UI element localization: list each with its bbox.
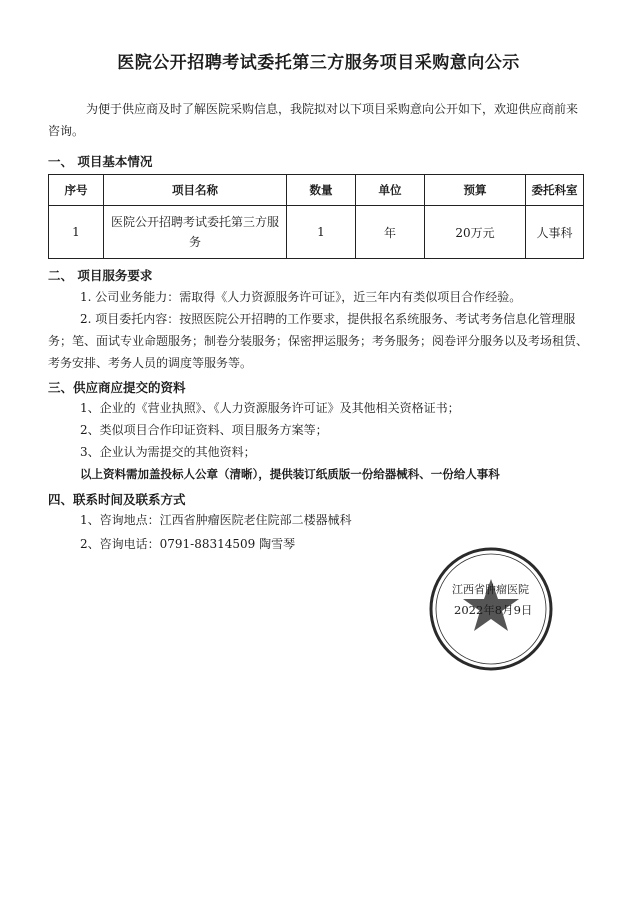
section3-note: 以上资料需加盖投标人公章（清晰），提供装订纸质版一份给器械科、一份给人事科 — [80, 467, 500, 481]
intro-paragraph: 为便于供应商及时了解医院采购信息，我院拟对以下项目采购意向公开如下，欢迎供应商前来咨询。 — [48, 102, 579, 138]
col-no: 序号 — [49, 175, 104, 206]
cell-budget: 20万元 — [425, 206, 526, 259]
col-unit: 单位 — [356, 175, 425, 206]
project-table — [48, 174, 584, 259]
col-name: 项目名称 — [104, 175, 287, 206]
section2-item-1: 1. 公司业务能力：需取得《人力资源服务许可证》，近三年内有类似项目合作经验。 — [80, 290, 522, 304]
section3-item-1: 1、企业的《营业执照》、《人力资源服务许可证》及其他相关资格证书； — [80, 401, 460, 415]
section2-heading: 二、 项目服务要求 — [48, 268, 153, 283]
section3-heading: 三、供应商应提交的资料 — [48, 380, 186, 395]
section4-heading: 四、联系时间及联系方式 — [48, 492, 186, 507]
signature-date: 2022年8月9日 — [454, 603, 533, 617]
section2-item-2: 2. 项目委托内容：按照医院公开招聘的工作要求，提供报名系统服务、考试考务信息化管理服务；笔、面试专业命题服务；制卷分装服务；保密押运服务；考务服务；阅卷评分服务以及考场租赁、考务安排、考务人员的调度等服务等。 — [48, 312, 589, 370]
contact-phone: 2、咨询电话：0791-88314509 陶雪琴 — [80, 537, 296, 551]
cell-no: 1 — [49, 206, 104, 259]
section1-heading: 一、 项目基本情况 — [48, 154, 153, 169]
col-budget: 预算 — [425, 175, 526, 206]
cell-name: 医院公开招聘考试委托第三方服务 — [104, 206, 287, 259]
col-qty: 数量 — [287, 175, 356, 206]
table-header-row — [49, 175, 584, 206]
contact-location: 1、咨询地点：江西省肿瘤医院老住院部二楼器械科 — [80, 513, 352, 527]
table-row — [49, 206, 584, 259]
section3-item-3: 3、企业认为需提交的其他资料； — [80, 445, 256, 459]
cell-unit: 年 — [356, 206, 425, 259]
cell-dept: 人事科 — [526, 206, 584, 259]
cell-qty: 1 — [287, 206, 356, 259]
section3-item-2: 2、类似项目合作印证资料、项目服务方案等； — [80, 423, 328, 437]
col-dept: 委托科室 — [526, 175, 584, 206]
document-title: 医院公开招聘考试委托第三方服务项目采购意向公示 — [117, 53, 520, 73]
signature-org: 江西省肿瘤医院 — [452, 583, 529, 596]
